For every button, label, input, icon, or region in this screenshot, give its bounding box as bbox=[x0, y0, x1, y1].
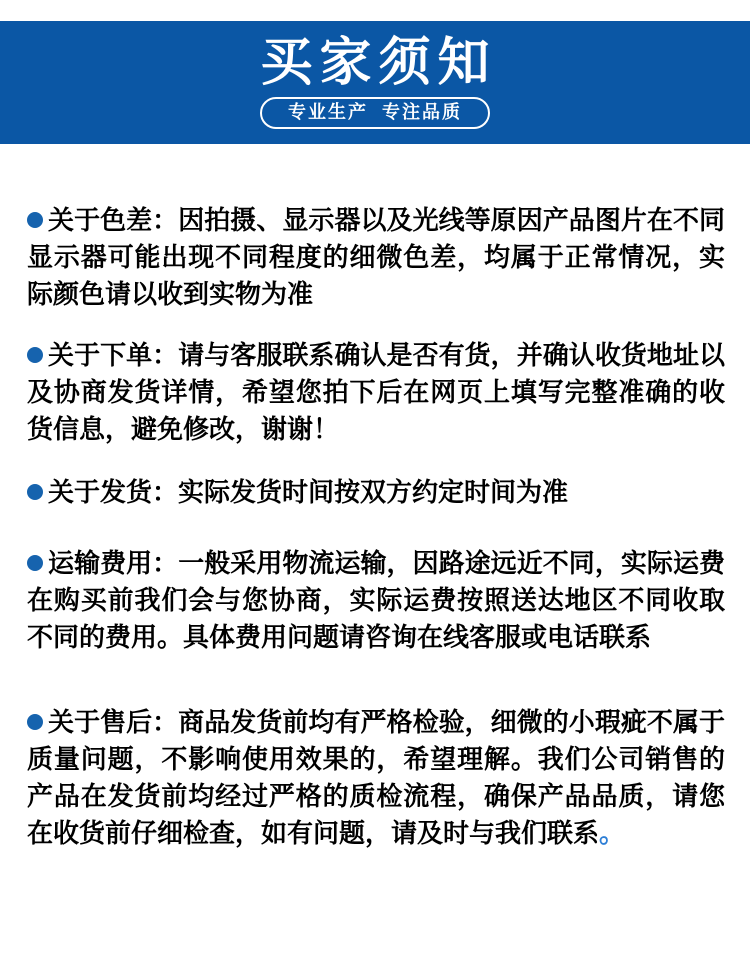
notice-paragraph-color-difference bbox=[27, 202, 725, 313]
bullet-icon bbox=[27, 212, 43, 228]
notice-label: 关于色差： bbox=[48, 205, 179, 235]
notice-label: 关于售后： bbox=[48, 707, 179, 737]
notice-text: 因拍摄、显示器以及光线等原因产品图片在不同显示器可能出现不同程度的细微色差，均属于正常情况，实际颜色请以收到实物为准 bbox=[27, 205, 725, 309]
notice-text: 一般采用物流运输，因路途远近不同，实际运费在购买前我们会与您协商，实际运费按照送达地区不同收取不同的费用。具体费用问题请咨询在线客服或电话联系 bbox=[27, 548, 725, 652]
notice-paragraph-ordering bbox=[27, 337, 725, 448]
notice-paragraph-after-sales bbox=[27, 704, 725, 852]
header-banner bbox=[0, 21, 750, 144]
notice-paragraph-freight bbox=[27, 545, 725, 656]
bullet-icon bbox=[27, 347, 43, 363]
notice-text: 实际发货时间按双方约定时间为准 bbox=[178, 477, 569, 507]
notice-label: 运输费用： bbox=[48, 548, 179, 578]
bullet-icon bbox=[27, 555, 43, 571]
notice-paragraph-shipping-time bbox=[27, 474, 725, 511]
notice-label: 关于发货： bbox=[48, 477, 179, 507]
bullet-icon bbox=[27, 714, 43, 730]
notice-label: 关于下单： bbox=[48, 340, 179, 370]
notice-text: 请与客服联系确认是否有货，并确认收货地址以及协商发货详情，希望您拍下后在网页上填写完整准确的收货信息，避免修改，谢谢！ bbox=[27, 340, 725, 444]
page-title: 买家须知 bbox=[260, 34, 497, 92]
quality-badge: 专业生产 专注品质 bbox=[260, 97, 490, 129]
bullet-icon bbox=[27, 484, 43, 500]
notice-section bbox=[0, 144, 750, 852]
notice-suffix: 。 bbox=[599, 818, 626, 848]
notice-text: 商品发货前均有严格检验，细微的小瑕疵不属于质量问题，不影响使用效果的，希望理解。我们公司销售的产品在发货前均经过严格的质检流程，确保产品品质，请您在收货前仔细检查，如有问题，请及时与我们联系 bbox=[27, 707, 725, 848]
